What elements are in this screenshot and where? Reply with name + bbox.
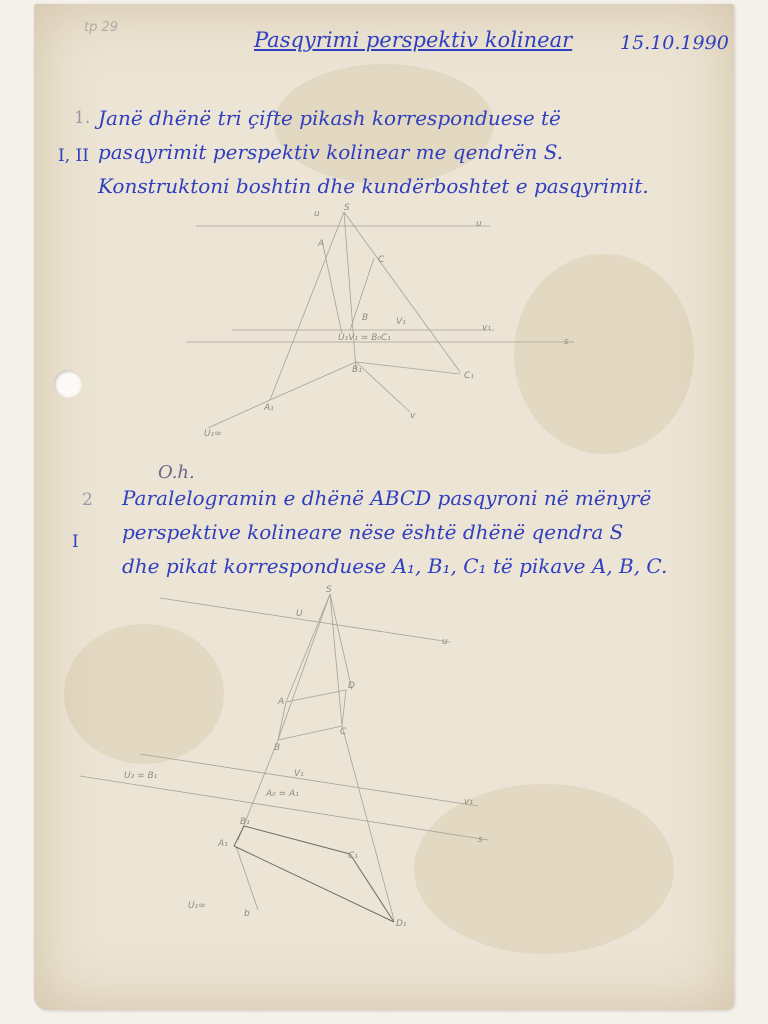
label-U1: U₁∞ xyxy=(188,901,206,911)
label-D1: D₁ xyxy=(396,919,407,929)
label-u-line: u xyxy=(476,219,482,229)
label-v1-line: v₁ xyxy=(482,323,491,333)
exercise2-level: I xyxy=(72,532,79,552)
label-A: A xyxy=(318,239,325,249)
label-U1: U₁∞ xyxy=(204,429,222,439)
label-C1: C₁ xyxy=(464,371,474,381)
label-v: v xyxy=(410,411,416,421)
ray-SC xyxy=(330,594,342,726)
label-C: C xyxy=(340,727,347,737)
ray-C-extend xyxy=(342,726,394,920)
label-left-point: U₂ = B₁ xyxy=(124,771,158,781)
exercise2-line-3: dhe pikat korresponduese A₁, B₁, C₁ të pikave A, B, C. xyxy=(122,554,668,578)
label-S: S xyxy=(344,203,350,213)
exercise1-line-1: Janë dhënë tri çifte pikash korresponduese të xyxy=(98,106,561,130)
exercise1-line-3: Konstruktoni boshtin dhe kundërboshtet e pasqyrimit. xyxy=(98,174,649,198)
label-b: b xyxy=(244,909,250,919)
teacher-mark: O.h. xyxy=(158,462,195,483)
ray-SB xyxy=(278,594,330,740)
ray-SD xyxy=(330,594,352,690)
exercise1-level: I, II xyxy=(58,146,89,166)
label-C1: C₁ xyxy=(348,851,358,861)
label-D: D xyxy=(348,681,355,691)
page-title: Pasqyrimi perspektiv kolinear xyxy=(254,28,573,52)
page-date: 15.10.1990 xyxy=(620,32,729,54)
page-mark: tp 29 xyxy=(84,20,119,35)
side-DC xyxy=(342,690,346,726)
exercise2-line-2: perspektive kolineare nëse është dhënë qendra S xyxy=(122,520,624,544)
label-U: U xyxy=(296,609,303,619)
label-u: u xyxy=(314,209,320,219)
label-u-line: u xyxy=(442,637,448,647)
exercise1-line-2: pasqyrimit perspektiv kolinear me qendrën S. xyxy=(98,140,564,164)
exercise2-line-1: Paralelogramin e dhënë ABCD pasqyroni në mënyrë xyxy=(122,486,652,510)
label-S: S xyxy=(326,585,332,595)
label-A1: A₁ xyxy=(264,403,274,413)
label-V1: V₁ xyxy=(396,317,406,327)
label-B: B xyxy=(274,743,281,753)
ray-SA xyxy=(286,594,330,702)
exercise2-number: 2 xyxy=(82,490,93,510)
line-v1 xyxy=(140,754,478,806)
label-s-line: s xyxy=(478,835,483,845)
label-axis-points: U₁V₁ = B₀C₁ xyxy=(338,333,391,343)
image-side-B1A1 xyxy=(234,826,244,846)
image-side-B1C1 xyxy=(244,826,350,854)
label-A1: A₁ xyxy=(218,839,228,849)
side-BC xyxy=(278,726,342,740)
label-C: C xyxy=(378,255,385,265)
exercise1-number: 1. xyxy=(74,108,91,128)
label-v1-line: v₁ xyxy=(464,797,473,807)
label-A: A xyxy=(278,697,285,707)
label-B: B xyxy=(362,313,369,323)
label-B1: B₁ xyxy=(352,365,362,375)
label-B1: B₁ xyxy=(240,817,250,827)
label-V1: V₁ xyxy=(294,769,304,779)
label-s-line: s xyxy=(564,337,569,347)
label-mid-point: A₀ = A₁ xyxy=(266,789,299,799)
line-s xyxy=(80,776,488,840)
line-u xyxy=(160,598,450,642)
